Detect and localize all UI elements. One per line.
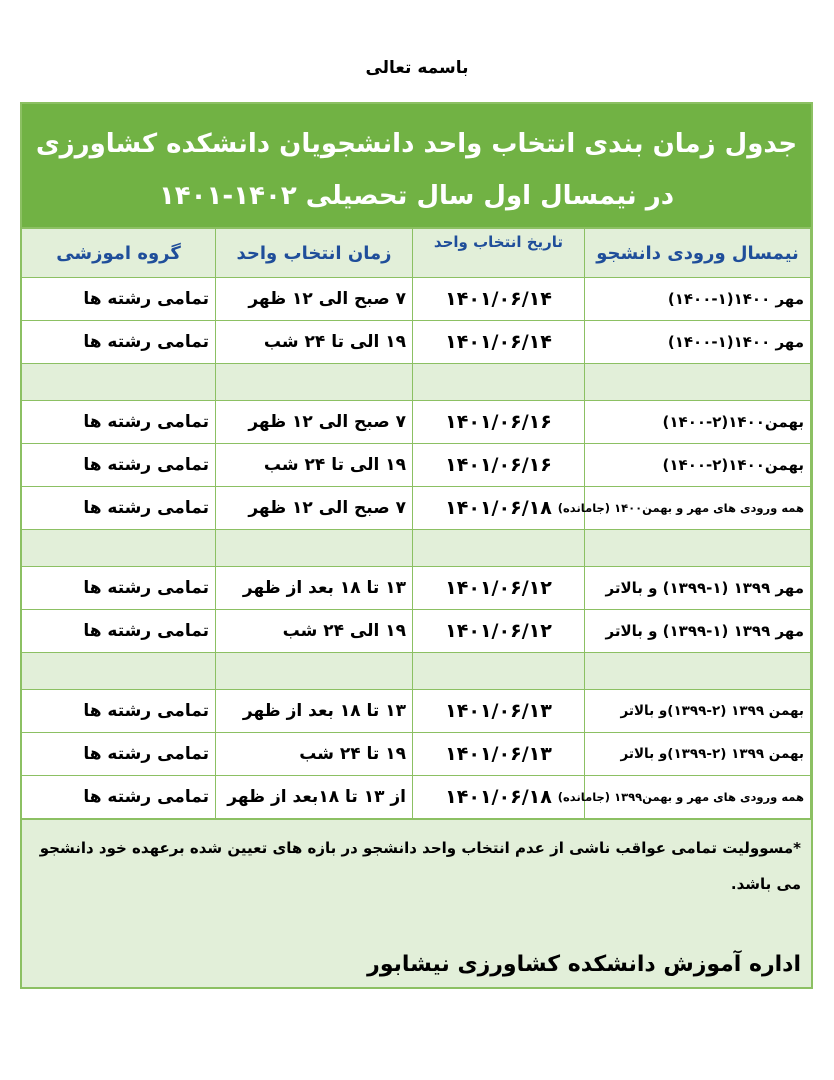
cell-date: ۱۴۰۱/۰۶/۱۳ bbox=[413, 690, 585, 733]
cell-group: تمامی رشته ها bbox=[22, 401, 216, 444]
spacer-cell bbox=[413, 364, 585, 401]
cell-group: تمامی رشته ها bbox=[22, 610, 216, 653]
cell-group: تمامی رشته ها bbox=[22, 567, 216, 610]
spacer-cell bbox=[216, 530, 413, 567]
cell-date: ۱۴۰۱/۰۶/۱۸ bbox=[413, 487, 585, 530]
cell-time: ۱۹ الی تا ۲۴ شب bbox=[216, 321, 413, 364]
cell-group: تمامی رشته ها bbox=[22, 733, 216, 776]
table-header-row bbox=[22, 229, 811, 278]
cell-time: ۱۳ تا ۱۸ بعد از ظهر bbox=[216, 567, 413, 610]
title-line-2: در نیمسال اول سال تحصیلی ۱۴۰۲-۱۴۰۱ bbox=[158, 181, 675, 211]
cell-date: ۱۴۰۱/۰۶/۱۳ bbox=[413, 733, 585, 776]
table-row bbox=[22, 401, 811, 444]
header-semester: نیمسال ورودی دانشجو bbox=[585, 229, 811, 278]
responsibility-note: *مسوولیت تمامی عواقب ناشی از عدم انتخاب واحد دانشجو در بازه های تعیین شده برعهده خود دانشجو می باشد. bbox=[39, 839, 801, 893]
cell-time: ۷ صبح الی ۱۲ ظهر bbox=[216, 401, 413, 444]
table-spacer-row bbox=[22, 364, 811, 401]
cell-semester: بهمن۱۴۰۰(۲-۱۴۰۰) bbox=[585, 444, 811, 487]
cell-date: ۱۴۰۱/۰۶/۱۶ bbox=[413, 401, 585, 444]
table-row bbox=[22, 690, 811, 733]
table-row bbox=[22, 321, 811, 364]
header-date: تاریخ انتخاب واحد bbox=[413, 229, 585, 278]
cell-group: تمامی رشته ها bbox=[22, 321, 216, 364]
cell-semester: بهمن ۱۳۹۹ (۲-۱۳۹۹)و بالاتر bbox=[585, 733, 811, 776]
cell-group: تمامی رشته ها bbox=[22, 278, 216, 321]
table-row bbox=[22, 776, 811, 819]
title-banner bbox=[22, 104, 811, 228]
cell-date: ۱۴۰۱/۰۶/۱۴ bbox=[413, 321, 585, 364]
spacer-cell bbox=[585, 530, 811, 567]
cell-date: ۱۴۰۱/۰۶/۱۶ bbox=[413, 444, 585, 487]
schedule-table bbox=[21, 228, 811, 819]
header-time: زمان انتخاب واحد bbox=[216, 229, 413, 278]
table-spacer-row bbox=[22, 530, 811, 567]
office-signature: اداره آموزش دانشکده کشاورزی نیشابور bbox=[367, 952, 801, 977]
table-row bbox=[22, 444, 811, 487]
cell-time: ۱۹ الی تا ۲۴ شب bbox=[216, 444, 413, 487]
spacer-cell bbox=[216, 364, 413, 401]
title-line-1: جدول زمان بندی انتخاب واحد دانشجویان دانشکده کشاورزی bbox=[35, 129, 798, 159]
cell-semester: مهر ۱۴۰۰(۱-۱۴۰۰) bbox=[585, 278, 811, 321]
spacer-cell bbox=[22, 530, 216, 567]
table-row bbox=[22, 567, 811, 610]
table-row bbox=[22, 610, 811, 653]
spacer-cell bbox=[585, 364, 811, 401]
cell-semester: مهر ۱۴۰۰(۱-۱۴۰۰) bbox=[585, 321, 811, 364]
spacer-cell bbox=[216, 653, 413, 690]
table-row bbox=[22, 278, 811, 321]
cell-group: تمامی رشته ها bbox=[22, 487, 216, 530]
table-row bbox=[22, 733, 811, 776]
cell-time: ۷ صبح الی ۱۲ ظهر bbox=[216, 278, 413, 321]
page-heading: باسمه تعالی bbox=[365, 58, 469, 78]
cell-time: ۱۹ تا ۲۴ شب bbox=[216, 733, 413, 776]
cell-time: ۱۹ الی ۲۴ شب bbox=[216, 610, 413, 653]
cell-semester: مهر ۱۳۹۹ (۱-۱۳۹۹) و بالاتر bbox=[585, 567, 811, 610]
cell-semester: بهمن۱۴۰۰(۲-۱۴۰۰) bbox=[585, 401, 811, 444]
cell-date: ۱۴۰۱/۰۶/۱۲ bbox=[413, 610, 585, 653]
cell-date: ۱۴۰۱/۰۶/۱۲ bbox=[413, 567, 585, 610]
header-group: گروه اموزشی bbox=[22, 229, 216, 278]
cell-group: تمامی رشته ها bbox=[22, 690, 216, 733]
cell-time: از ۱۳ تا ۱۸بعد از ظهر bbox=[216, 776, 413, 819]
spacer-cell bbox=[22, 364, 216, 401]
spacer-cell bbox=[22, 653, 216, 690]
cell-group: تمامی رشته ها bbox=[22, 444, 216, 487]
cell-semester: بهمن ۱۳۹۹ (۲-۱۳۹۹)و بالاتر bbox=[585, 690, 811, 733]
footer-box bbox=[22, 819, 811, 987]
cell-semester: همه ورودی های مهر و بهمن۱۳۹۹ (جامانده) bbox=[585, 776, 811, 819]
cell-time: ۷ صبح الی ۱۲ ظهر bbox=[216, 487, 413, 530]
cell-date: ۱۴۰۱/۰۶/۱۴ bbox=[413, 278, 585, 321]
schedule-frame bbox=[20, 102, 813, 989]
cell-date: ۱۴۰۱/۰۶/۱۸ bbox=[413, 776, 585, 819]
spacer-cell bbox=[413, 530, 585, 567]
cell-semester: مهر ۱۳۹۹ (۱-۱۳۹۹) و بالاتر bbox=[585, 610, 811, 653]
cell-group: تمامی رشته ها bbox=[22, 776, 216, 819]
table-row bbox=[22, 487, 811, 530]
cell-semester: همه ورودی های مهر و بهمن۱۴۰۰ (جامانده) bbox=[585, 487, 811, 530]
spacer-cell bbox=[413, 653, 585, 690]
cell-time: ۱۳ تا ۱۸ بعد از ظهر bbox=[216, 690, 413, 733]
spacer-cell bbox=[585, 653, 811, 690]
table-spacer-row bbox=[22, 653, 811, 690]
